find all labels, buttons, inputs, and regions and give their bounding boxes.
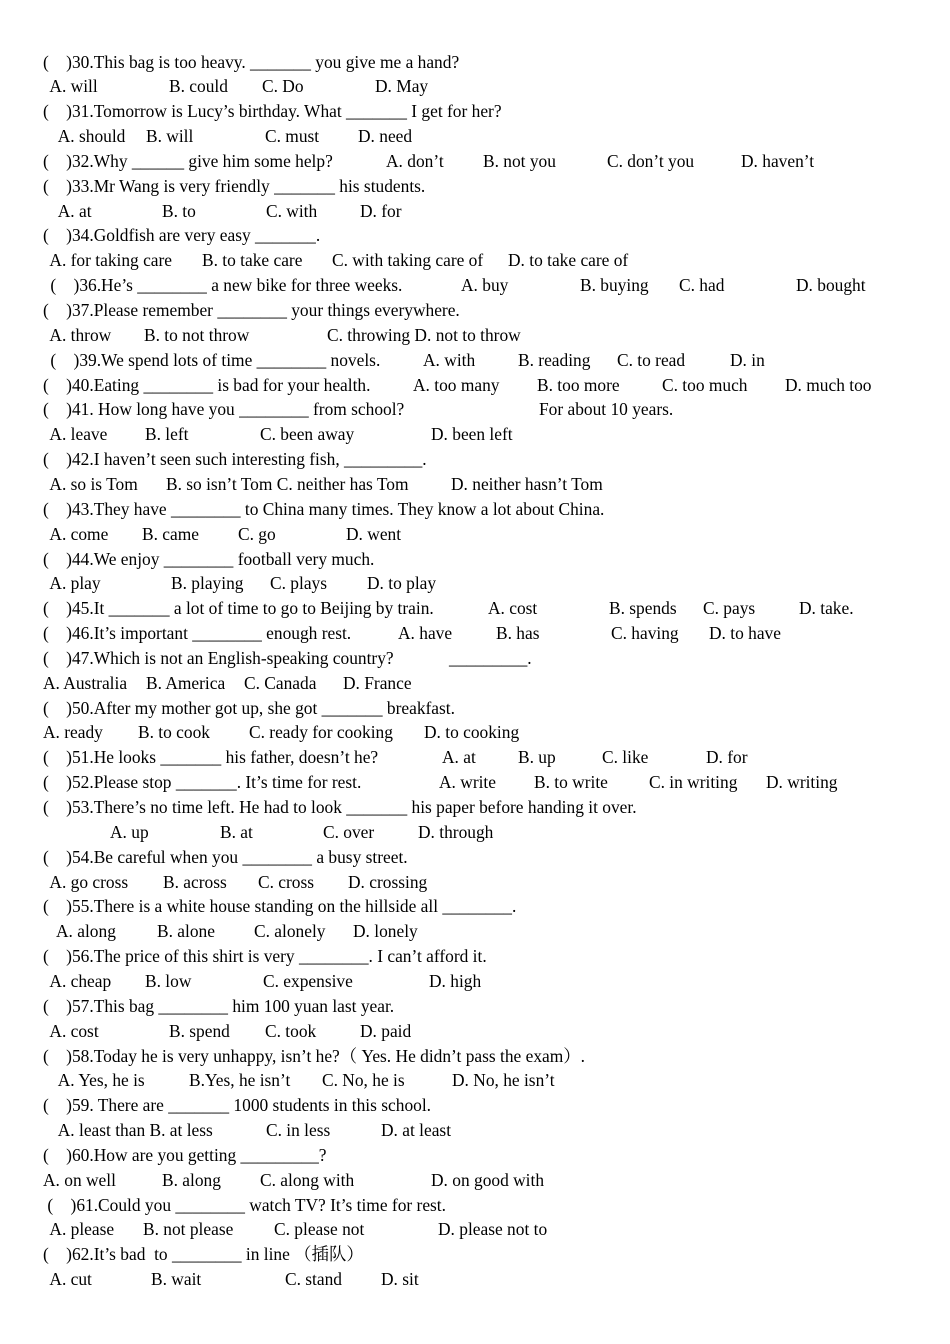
answer-option: B. reading	[518, 349, 591, 370]
line-text: A. come	[46, 523, 109, 544]
answer-option: D. take.	[799, 598, 854, 619]
answer-option: B. alone	[157, 921, 215, 942]
answer-option: B. too more	[537, 374, 620, 395]
answer-option: C. expensive	[263, 970, 353, 991]
answer-option: B. to write	[534, 772, 608, 793]
line-text: ( )50.After my mother got up, she got _______ breakfast.	[43, 697, 455, 718]
answer-option: A. with	[423, 349, 476, 370]
answer-option: C. plays	[270, 573, 328, 594]
line-text: A. leave	[46, 424, 108, 445]
answer-option: C. throwing D. not to throw	[327, 324, 521, 345]
answer-option: B. left	[145, 424, 189, 445]
answer-option: A. have	[398, 623, 453, 644]
answer-option: C. had	[679, 275, 725, 296]
answer-option: D. please not to	[438, 1219, 548, 1240]
line-text: A. ready	[43, 722, 103, 743]
line-text: ( )55.There is a white house standing on the hillside all ________.	[43, 896, 517, 917]
answer-option: C. in less	[266, 1120, 331, 1141]
answer-option: B. buying	[580, 275, 649, 296]
line-text: ( )54.Be careful when you ________ a busy street.	[43, 846, 408, 867]
line-text: ( )51.He looks _______ his father, doesn’t he?	[43, 747, 379, 768]
line-text: ( )32.Why ______ give him some help?	[43, 150, 333, 171]
answer-option: C. pays	[703, 598, 756, 619]
answer-option: A. cost	[488, 598, 538, 619]
line-text: A. go cross	[46, 871, 129, 892]
line-text: A. please	[46, 1219, 115, 1240]
answer-option: C. please not	[274, 1219, 365, 1240]
answer-option: A. don’t	[386, 150, 444, 171]
line-text: ( )52.Please stop _______. It’s time for rest.	[43, 772, 362, 793]
answer-option: B. to cook	[138, 722, 210, 743]
line-text: A. should	[50, 126, 126, 147]
line-text: ( )42.I haven’t seen such interesting fish, _________.	[43, 449, 427, 470]
line-text: A. least than B. at less	[50, 1120, 213, 1141]
answer-option: C. Do	[262, 76, 304, 97]
answer-option: C. in writing	[649, 772, 738, 793]
answer-option: B. to take care	[202, 250, 303, 271]
line-text: A. Yes, he is	[50, 1070, 145, 1091]
line-text: ( )45.It _______ a lot of time to go to Beijing by train.	[43, 598, 434, 619]
answer-option: B. spends	[609, 598, 677, 619]
answer-option: D. on good with	[431, 1169, 545, 1190]
answer-option: C. go	[238, 523, 276, 544]
answer-option: D. No, he isn’t	[452, 1070, 555, 1091]
answer-option: For about 10 years.	[539, 399, 674, 420]
answer-option: C. stand	[285, 1269, 343, 1290]
line-text: ( )31.Tomorrow is Lucy’s birthday. What _______ I get for her?	[43, 101, 502, 122]
answer-option: D. paid	[360, 1020, 412, 1041]
answer-option: D. need	[358, 126, 413, 147]
answer-option: C. No, he is	[322, 1070, 405, 1091]
answer-option: D. to cooking	[424, 722, 520, 743]
answer-option: C. too much	[662, 374, 748, 395]
line-text: A. along	[56, 921, 116, 942]
line-text: ( )59. There are _______ 1000 students in this school.	[43, 1095, 432, 1116]
line-text: ( )36.He’s ________ a new bike for three weeks.	[46, 275, 403, 296]
answer-option: D. bought	[796, 275, 866, 296]
answer-option: D. France	[343, 672, 412, 693]
answer-option: B. will	[146, 126, 194, 147]
answer-option: B. to not throw	[144, 324, 250, 345]
answer-option: C. took	[265, 1020, 317, 1041]
answer-option: D. sit	[381, 1269, 419, 1290]
answer-option: D. through	[418, 821, 494, 842]
line-text: ( )56.The price of this shirt is very ________. I can’t afford it.	[43, 946, 487, 967]
answer-option: D. for	[706, 747, 748, 768]
line-text: ( )40.Eating ________ is bad for your health.	[43, 374, 371, 395]
line-text: A. cost	[46, 1020, 99, 1041]
answer-option: C. alonely	[254, 921, 326, 942]
answer-option: B. could	[169, 76, 228, 97]
line-text: ( )58.Today he is very unhappy, isn’t he?（ Yes. He didn’t pass the exam）.	[43, 1045, 585, 1066]
answer-option: A. buy	[461, 275, 509, 296]
answer-option: C. over	[323, 821, 375, 842]
line-text: ( )39.We spend lots of time ________ novels.	[46, 349, 381, 370]
answer-option: C. with	[266, 200, 318, 221]
answer-option: D. neither hasn’t Tom	[451, 473, 603, 494]
answer-option: C. been away	[260, 424, 355, 445]
answer-option: C. having	[611, 623, 679, 644]
answer-option: B. has	[496, 623, 540, 644]
answer-option: D. in	[730, 349, 765, 370]
line-text: A. will	[46, 76, 98, 97]
line-text: A. so is Tom	[46, 473, 138, 494]
line-text: ( )53.There’s no time left. He had to look _______ his paper before handing it over.	[43, 797, 637, 817]
answer-option: _________.	[449, 647, 532, 668]
answer-option: C. along with	[260, 1169, 355, 1190]
answer-option: D. been left	[431, 424, 513, 445]
line-text: A. cut	[46, 1269, 92, 1290]
line-text: ( )41. How long have you ________ from school?	[43, 399, 405, 420]
answer-option: B. to	[162, 200, 196, 221]
answer-option: D. lonely	[353, 921, 418, 942]
answer-option: C. to read	[617, 349, 686, 370]
answer-option: B. came	[142, 523, 199, 544]
answer-option: B. low	[145, 970, 192, 991]
answer-option: B. not please	[143, 1219, 234, 1240]
answer-option: D. May	[375, 76, 429, 97]
line-text: A. Australia	[43, 672, 128, 693]
line-text: A. cheap	[46, 970, 112, 991]
line-text: A. on well	[43, 1169, 116, 1190]
answer-option: C. don’t you	[607, 150, 695, 171]
answer-option: A. at	[442, 747, 476, 768]
answer-option: D. at least	[381, 1120, 452, 1141]
line-text: ( )62.It’s bad to ________ in line （插队）	[43, 1244, 364, 1265]
answer-option: B. along	[162, 1169, 221, 1190]
answer-option: B. up	[518, 747, 556, 768]
answer-option: D. for	[360, 200, 402, 221]
line-text: ( )61.Could you ________ watch TV? It’s time for rest.	[43, 1194, 446, 1215]
answer-option: B.Yes, he isn’t	[189, 1070, 291, 1091]
answer-option: C. cross	[258, 871, 315, 892]
answer-option: B. America	[146, 672, 226, 693]
answer-option: B. wait	[151, 1269, 202, 1290]
answer-option: D. to play	[367, 573, 437, 594]
answer-option: D. high	[429, 970, 482, 991]
answer-option: A. write	[439, 772, 496, 793]
line-text: ( )37.Please remember ________ your things everywhere.	[43, 300, 460, 320]
line-text: A. up	[110, 821, 149, 842]
answer-option: B. so isn’t Tom C. neither has Tom	[166, 473, 409, 494]
answer-option: D. haven’t	[741, 150, 815, 171]
line-text: ( )34.Goldfish are very easy _______.	[43, 225, 321, 246]
answer-option: B. at	[220, 821, 253, 842]
line-text: ( )43.They have ________ to China many times. They know a lot about China.	[43, 498, 605, 519]
answer-option: B. playing	[171, 573, 244, 594]
line-text: ( )47.Which is not an English-speaking country?	[43, 647, 394, 668]
line-text: A. play	[46, 573, 101, 594]
answer-option: C. ready for cooking	[249, 722, 393, 743]
answer-option: D. to take care of	[508, 250, 629, 271]
line-text: ( )57.This bag ________ him 100 yuan last year.	[43, 995, 395, 1016]
answer-option: D. much too	[785, 374, 872, 395]
line-text: ( )30.This bag is too heavy. _______ you give me a hand?	[43, 51, 460, 72]
answer-option: C. like	[602, 747, 649, 768]
line-text: ( )44.We enjoy ________ football very much.	[43, 548, 375, 569]
answer-option: B. across	[163, 871, 227, 892]
line-text: A. at	[50, 200, 92, 221]
answer-option: C. Canada	[244, 672, 317, 693]
answer-option: D. to have	[709, 623, 781, 644]
line-text: ( )60.How are you getting _________?	[43, 1144, 327, 1165]
line-text: ( )33.Mr Wang is very friendly _______ his students.	[43, 175, 426, 196]
line-text: A. for taking care	[46, 250, 173, 271]
answer-option: B. not you	[483, 150, 556, 171]
answer-option: C. with taking care of	[332, 250, 484, 271]
answer-option: D. crossing	[348, 871, 428, 892]
answer-option: C. must	[265, 126, 320, 147]
answer-option: B. spend	[169, 1020, 230, 1041]
line-text: A. throw	[46, 324, 112, 345]
line-text: ( )46.It’s important ________ enough rest.	[43, 623, 352, 644]
answer-option: A. too many	[413, 374, 500, 395]
answer-option: D. writing	[766, 772, 838, 793]
answer-option: D. went	[346, 523, 402, 544]
